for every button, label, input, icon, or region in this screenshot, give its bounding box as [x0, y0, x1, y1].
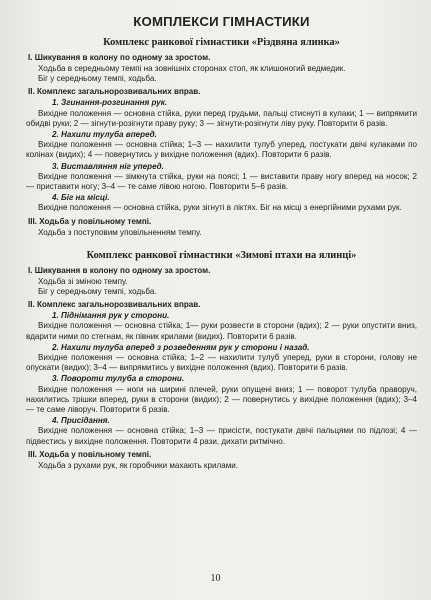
complex-2-section-1-line-1: Ходьба зі зміною темпу.: [38, 276, 128, 286]
complex-2-exercise-4-title: 4. Присідання.: [52, 416, 110, 426]
complex-2-exercise-2-text: Вихідне положення — основна стійка; 1–2 — нахилити тулуб уперед, руки в сторони, голову не опускати (видих); 3–4 — випрямитись у вихідне положення (вдих). Повторити 6 разів.: [26, 353, 417, 373]
complex-2: [26, 250, 417, 471]
complex-2-section-3-heading: ІІІ. Ходьба у повільному темпі.: [28, 449, 152, 459]
complex-1-exercise-1-text: Вихідне положення — основна стійка, руки перед грудьми, пальці стиснуті в кулаки; 1 — випрямити обидві руки; 2 — зігнути-розігнути праву руку; 3 — зігнути-розігнути ліву руку. Повторити 6 разів.: [26, 108, 417, 128]
complex-1-section-1-line-1: Ходьба в середньому темпі на зовнішніх сторонах стоп, як клишоногий ведмедик.: [38, 64, 346, 73]
complex-1-title: Комплекс ранкової гімнастики «Різдвяна ялинка»: [103, 37, 340, 48]
complex-1-section-2-heading: ІІ. Комплекс загальнорозвивальних вправ.: [28, 87, 201, 97]
complex-1-exercise-4-text: Вихідне положення — основна стійка, руки зігнуті в ліктях. Біг на місці з енергійними рухами рук.: [38, 203, 402, 213]
complex-2-title: Комплекс ранкової гімнастики «Зимові птахи на ялинці»: [86, 249, 357, 261]
complex-2-exercise-1-text: Вихідне положення — основна стійка; 1— руки розвести в сторони (вдих); 2 — руки опустити вниз, вдарити ними по стегнам, як півник крилами (видих). Повторити 6 разів.: [26, 321, 417, 341]
complex-2-exercise-2-title: 2. Нахили тулуба вперед з розведенням рук у сторони і назад.: [52, 342, 310, 352]
complex-2-exercise-3-title: 3. Повороти тулуба в сторони.: [52, 374, 185, 384]
complex-1-exercise-4-title: 4. Біг на місці.: [52, 193, 110, 203]
complex-1-section-3-line-1: Ходьба з поступовим уповільненням темпу.: [38, 227, 202, 237]
complex-2-exercise-3-text: Вихідне положення — ноги на ширині плечей, руки опущені вниз; 1 — поворот тулуба праворуч, нахилитись трішки вперед, руки в сторони (видих); 2 — повернутись у вихідне положення (вдих); 3–4 — те саме ліворуч. Повторити 6 разів.: [26, 384, 417, 415]
complex-2-exercise-4-text: Вихідне положення — основна стійка; 1–3 — присісти, постукати двічі пальцями по підлозі; 4 — підвестись у вихідне положення. Повторити 4 рази, дихати ритмічно.: [26, 426, 417, 446]
complex-2-section-1-heading: І. Шикування в колону по одному за зростом.: [28, 265, 211, 275]
complex-2-exercise-1-title: 1. Піднімання рук у сторони.: [52, 311, 170, 321]
complex-1-section-1-line-2: Біг у середньому темпі, ходьба.: [38, 74, 157, 84]
complex-2-section-3-line-1: Ходьба з рухами рук, як горобчики махають крилами.: [38, 460, 239, 470]
complex-1-section-3-heading: ІІІ. Ходьба у повільному темпі.: [28, 216, 152, 226]
complex-1-exercise-1-title: 1. Згинання-розгинання рук.: [52, 98, 168, 108]
complex-1-exercise-3-title: 3. Виставляння ніг уперед.: [52, 161, 164, 171]
complex-1-exercise-3-text: Вихідне положення — зімкнута стійка, руки на поясі; 1 — виставити праву ногу вперед на носок; 2 — приставити ногу; 3–4 — те саме лівою ногою. Повторити 5–6 разів.: [26, 171, 417, 192]
complex-1-section-1-heading: І. Шикування в колону по одному за зростом.: [28, 53, 211, 62]
complex-1-exercise-2-title: 2. Нахили тулуба вперед.: [52, 130, 157, 140]
page-number: 10: [210, 573, 221, 584]
complex-1-exercise-2-text: Вихідне положення — основна стійка; 1–3 — нахилити тулуб уперед, постукати двічі кулаками по колінах (видих); 4 — повернутись у вихідне положення (вдих). Повторити 6 разів.: [26, 140, 417, 160]
complex-2-section-1-line-2: Біг у середньому темпі, ходьба.: [38, 287, 157, 297]
complex-1: [26, 37, 417, 238]
complex-2-section-2-heading: ІІ. Комплекс загальнорозвивальних вправ.: [28, 300, 201, 310]
page-title: КОМПЛЕКСИ ГІМНАСТИКИ: [133, 14, 310, 29]
